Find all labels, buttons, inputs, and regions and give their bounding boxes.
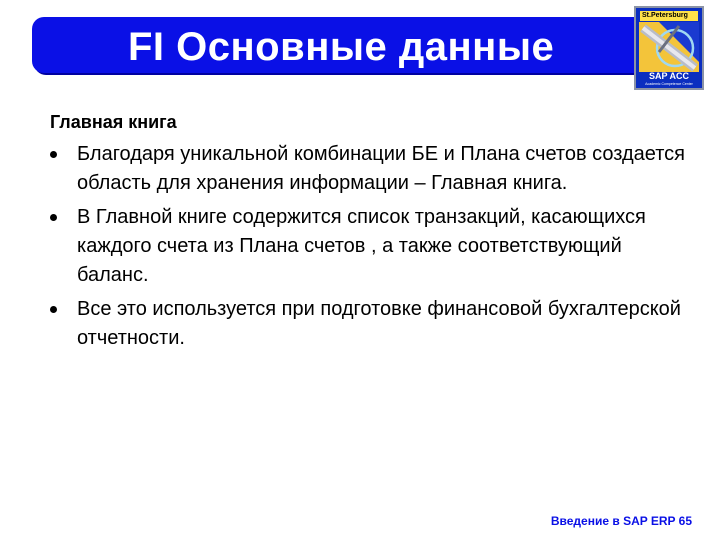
- footer-page-label: Введение в SAP ERP 65: [550, 514, 692, 528]
- logo-emblem-icon: [639, 22, 699, 72]
- logo-city-label: St.Petersburg: [640, 11, 698, 21]
- slide-content: [50, 110, 690, 358]
- sap-acc-logo: [634, 6, 704, 90]
- bullet-dot-icon: [50, 306, 57, 313]
- bullet-text: В Главной книге содержится список транзакций, касающихся каждого счета из Плана счетов , а также соответствующий баланс.: [77, 206, 646, 286]
- bullet-item: [50, 295, 690, 353]
- slide-title: FI Основные данные: [128, 25, 555, 69]
- bullet-text: Все это используется при подготовке финансовой бухгалтерской отчетности.: [77, 298, 681, 349]
- bullet-text: Благодаря уникальной комбинации БЕ и Плана счетов создается область для хранения информации – Главная книга.: [77, 143, 686, 194]
- bullet-list: [50, 140, 690, 353]
- bullet-item: [50, 140, 690, 198]
- section-heading: Главная книга: [50, 112, 177, 132]
- logo-sub-label: Academic Competence Center: [645, 82, 693, 86]
- bullet-dot-icon: [50, 151, 57, 158]
- bullet-item: [50, 203, 690, 290]
- bullet-dot-icon: [50, 214, 57, 221]
- logo-sap-label: SAP ACC: [648, 71, 689, 81]
